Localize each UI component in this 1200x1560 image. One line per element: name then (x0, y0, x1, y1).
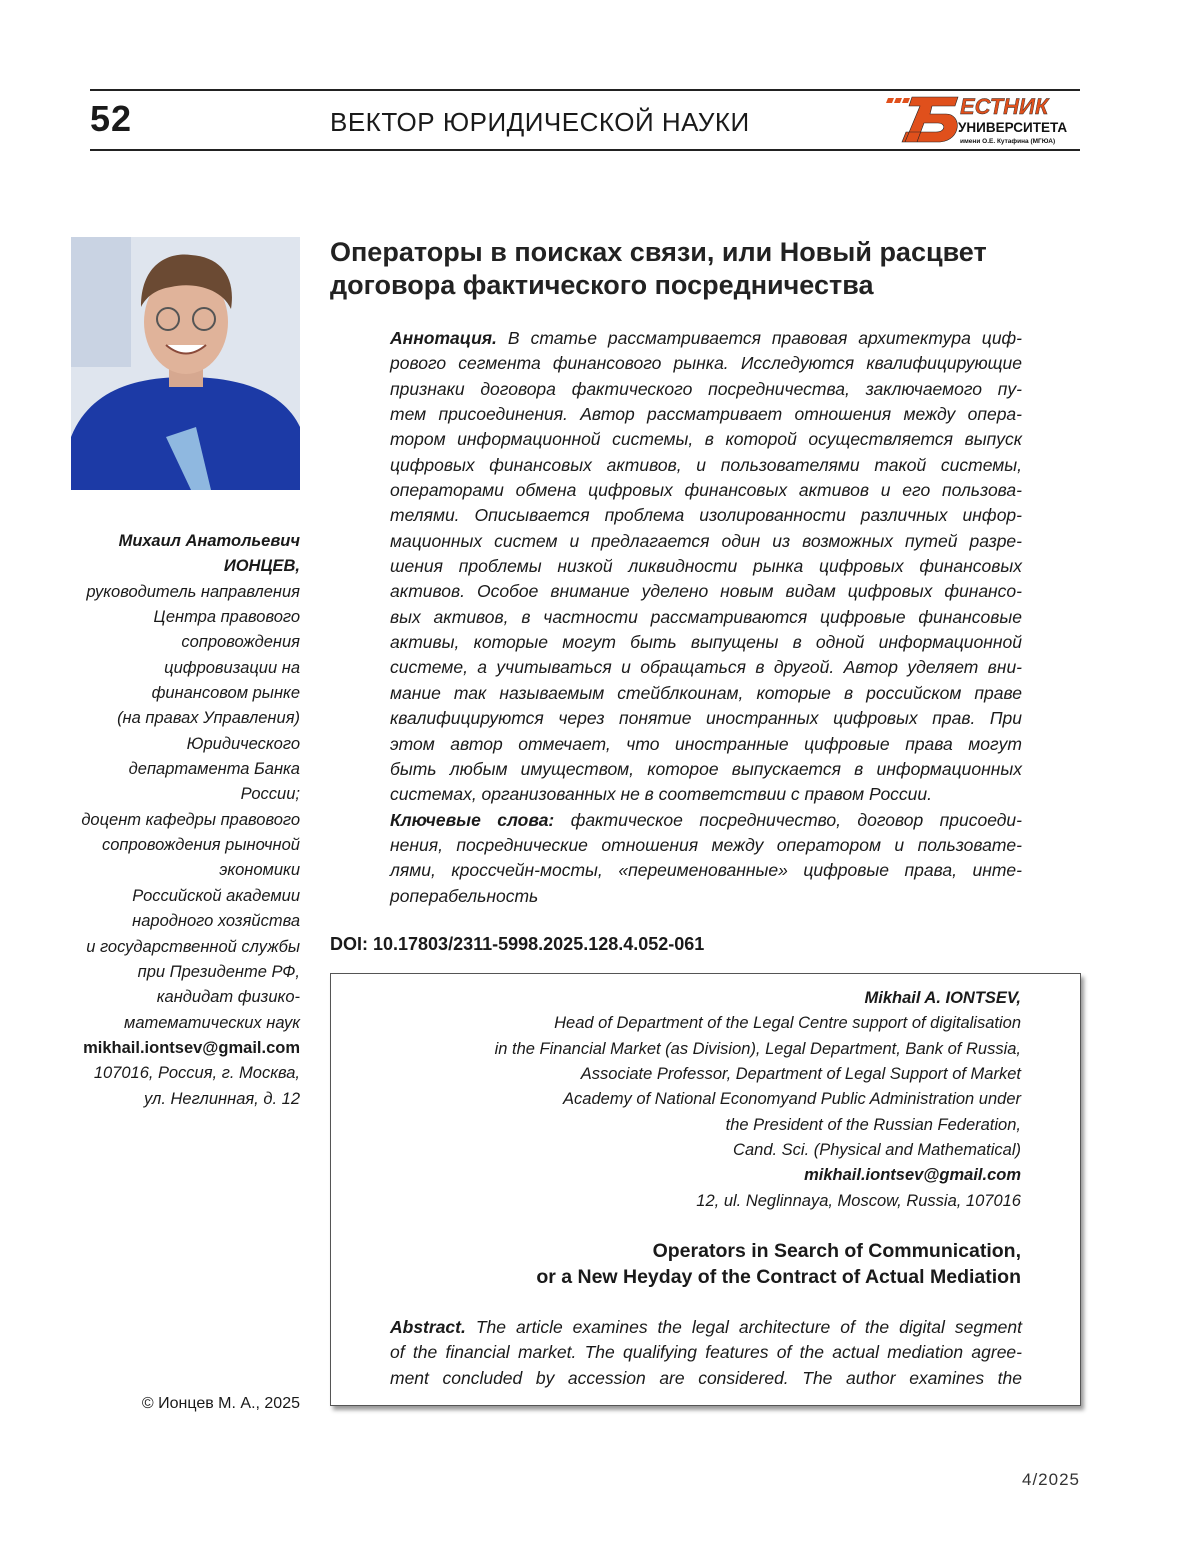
keywords-text: фактическое посредничество, договор присоеди- (570, 809, 1022, 830)
abstract-line (390, 351, 1022, 376)
author-name: Михаил Анатольевич (118, 532, 300, 550)
author-email[interactable]: mikhail.iontsev@gmail.com (83, 1038, 300, 1057)
svg-text:имени О.Е. Кутафина (МГЮА): имени О.Е. Кутафина (МГЮА) (960, 138, 1056, 145)
abstract-label-en: Abstract. (390, 1317, 466, 1337)
abstract-text: признаки договора фактического посредничества, заключаемого пу- (390, 378, 1022, 399)
abstract-text: этом автор отмечает, что иностранные цифровые права могут (390, 733, 1022, 754)
svg-text:УНИВЕРСИТЕТА: УНИВЕРСИТЕТА (958, 120, 1068, 135)
keywords-label: Ключевые слова: (390, 809, 555, 830)
abstract-line-en (390, 1315, 1022, 1340)
affiliation-line: России; (240, 785, 300, 804)
abstract-line (390, 478, 1022, 503)
title-line-en: Operators in Search of Communication, (652, 1240, 1021, 1262)
keywords-line (390, 858, 1022, 883)
abstract-en (390, 1315, 1022, 1391)
author-info-ru (40, 529, 300, 1112)
title-line: Операторы в поисках связи, или Новый расцвет (330, 237, 987, 267)
author-photo (71, 237, 300, 490)
abstract-line (390, 503, 1022, 528)
keywords-line (390, 808, 1022, 833)
abstract-text: быть любым имуществом, которое выпускается в информационных (390, 758, 1022, 779)
copyright: © Ионцев М. А., 2025 (141, 1395, 300, 1412)
abstract-text: активы, которые могут быть выпущены в одной информационной (390, 632, 1022, 653)
abstract-text: вых активов, в частности рассматриваются цифровые финансовые (390, 606, 1022, 627)
abstract-text: тем присоединения. Автор рассматривает отношения между опера- (390, 404, 1022, 425)
abstract-line (390, 757, 1022, 782)
author-surname: ИОНЦЕВ, (223, 557, 300, 576)
abstract-label: Аннотация. (390, 328, 497, 348)
abstract-text: активов. Особое внимание уделено новым видам цифровых финансо- (390, 581, 1022, 602)
affiliation-line: Центра правового (153, 608, 300, 627)
issue-number: 4/2025 (1022, 1470, 1080, 1489)
abstract-line (390, 377, 1022, 402)
author-address-en: 12, ul. Neglinnaya, Moscow, Russia, 107016 (696, 1191, 1021, 1210)
abstract-line (390, 605, 1022, 630)
author-affiliation (40, 580, 300, 1036)
affiliation-line-en: Associate Professor, Department of Legal Support of Market (580, 1065, 1021, 1084)
affiliation-line: Юридического (186, 734, 300, 753)
keywords-text: роперабельность (390, 885, 539, 906)
english-summary-box (330, 973, 1081, 1406)
abstract-line (390, 529, 1022, 554)
abstract-line (390, 681, 1022, 706)
abstract-text-en: ment concluded by accession are considered. The author examines the (390, 1367, 1022, 1388)
svg-text:ЕСТНИК: ЕСТНИК (960, 94, 1049, 119)
keywords-text: нения, посреднические отношения между оператором и пользовате- (390, 834, 1022, 855)
abstract-text: квалифицируются через понятие иностранных цифровых прав. При (390, 708, 1022, 729)
abstract-text: системах, организованных не в соответствии с правом России. (390, 784, 933, 805)
affiliation-line-en: the President of the Russian Federation, (725, 1115, 1021, 1134)
affiliation-line: Российской академии (132, 886, 300, 905)
affiliation-line: доцент кафедры правового (81, 810, 300, 829)
abstract-text: тором информационной системы, в которой осуществляется выпуск (390, 429, 1022, 450)
abstract-line (390, 782, 1022, 807)
affiliation-line: кандидат физико- (156, 988, 300, 1007)
author-info-en (495, 986, 1021, 1214)
abstract-text: мационных систем и предлагается один из возможных путей разре- (390, 530, 1022, 551)
keywords-text: лями, кроссчейн-мосты, «переименованные» цифровые права, инте- (390, 860, 1022, 881)
abstract-text-en: The article examines the legal architecture of the digital segment (475, 1317, 1022, 1337)
journal-logo (880, 92, 1080, 148)
abstract-text: В статье рассматривается правовая архитектура циф- (507, 328, 1022, 348)
article-title-en (536, 1238, 1021, 1290)
affiliation-line-en: Head of Department of the Legal Centre support of digitalisation (554, 1014, 1021, 1033)
abstract-text: системе, а учитываться и обращаться в другой. Автор уделяет вни- (390, 657, 1022, 678)
affiliation-line: при Президенте РФ, (137, 962, 300, 981)
affiliation-line: сопровождения рыночной (101, 836, 300, 855)
author-address-line: ул. Неглинная, д. 12 (143, 1089, 300, 1108)
title-line-en: or a New Heyday of the Contract of Actual Mediation (536, 1266, 1021, 1288)
abstract-text: шения проблемы низкой ликвидности рынка цифровых финансовых (390, 556, 1022, 577)
affiliation-line-en: in the Financial Market (as Division), Legal Department, Bank of Russia, (494, 1039, 1021, 1058)
abstract-line (390, 427, 1022, 452)
affiliation-line: финансовом рынке (151, 684, 300, 703)
affiliation-line: сопровождения (181, 633, 300, 652)
header-bottom-rule (90, 149, 1080, 151)
abstract-line (390, 326, 1022, 351)
affiliation-line: (на правах Управления) (117, 709, 300, 728)
keywords-line (390, 884, 1022, 909)
affiliation-line-en: Cand. Sci. (Physical and Mathematical) (733, 1141, 1021, 1160)
affiliation-line: экономики (219, 861, 300, 880)
author-name-en: Mikhail A. IONTSEV, (864, 989, 1021, 1007)
article-title (330, 236, 987, 302)
abstract-line (390, 402, 1022, 427)
author-affiliation-en (495, 1011, 1021, 1163)
abstract-line (390, 579, 1022, 604)
author-email-en[interactable]: mikhail.iontsev@gmail.com (804, 1166, 1021, 1185)
affiliation-line: народного хозяйства (132, 912, 300, 931)
abstract-text: цифровых финансовых активов, и пользователями такой системы, (390, 454, 1022, 475)
abstract-line (390, 706, 1022, 731)
abstract-ru (390, 326, 1022, 909)
abstract-text-en: of the financial market. The qualifying features of the actual mediation agree- (390, 1342, 1022, 1363)
affiliation-line: руководитель направления (86, 582, 300, 601)
affiliation-line: и государственной службы (86, 937, 300, 956)
author-address-line: 107016, Россия, г. Москва, (93, 1064, 300, 1083)
affiliation-line: департамента Банка (128, 760, 300, 779)
abstract-line (390, 453, 1022, 478)
page-number: 52 (90, 98, 133, 139)
journal-section-title: ВЕКТОР ЮРИДИЧЕСКОЙ НАУКИ (330, 107, 750, 137)
affiliation-line-en: Academy of National Economyand Public Administration under (563, 1090, 1021, 1109)
abstract-line-en (390, 1366, 1022, 1391)
abstract-line-en (390, 1340, 1022, 1365)
header-top-rule (90, 89, 1080, 91)
affiliation-line: математических наук (124, 1013, 300, 1032)
abstract-line (390, 554, 1022, 579)
abstract-text: мание так называемым стейблкоинам, которые в российском праве (390, 682, 1022, 703)
abstract-line (390, 655, 1022, 680)
affiliation-line: цифровизации на (164, 658, 300, 677)
title-line: договора фактического посредничества (330, 270, 874, 300)
abstract-line (390, 630, 1022, 655)
keywords-line (390, 833, 1022, 858)
abstract-text: операторами обмена цифровых финансовых активов и его пользова- (390, 480, 1022, 501)
doi[interactable]: DOI: 10.17803/2311-5998.2025.128.4.052-061 (330, 934, 705, 954)
abstract-line (390, 732, 1022, 757)
abstract-text: телями. Описывается проблема изолированности различных инфор- (390, 505, 1022, 526)
abstract-text: рового сегмента финансового рынка. Исследуются квалифицирующие (390, 353, 1022, 374)
